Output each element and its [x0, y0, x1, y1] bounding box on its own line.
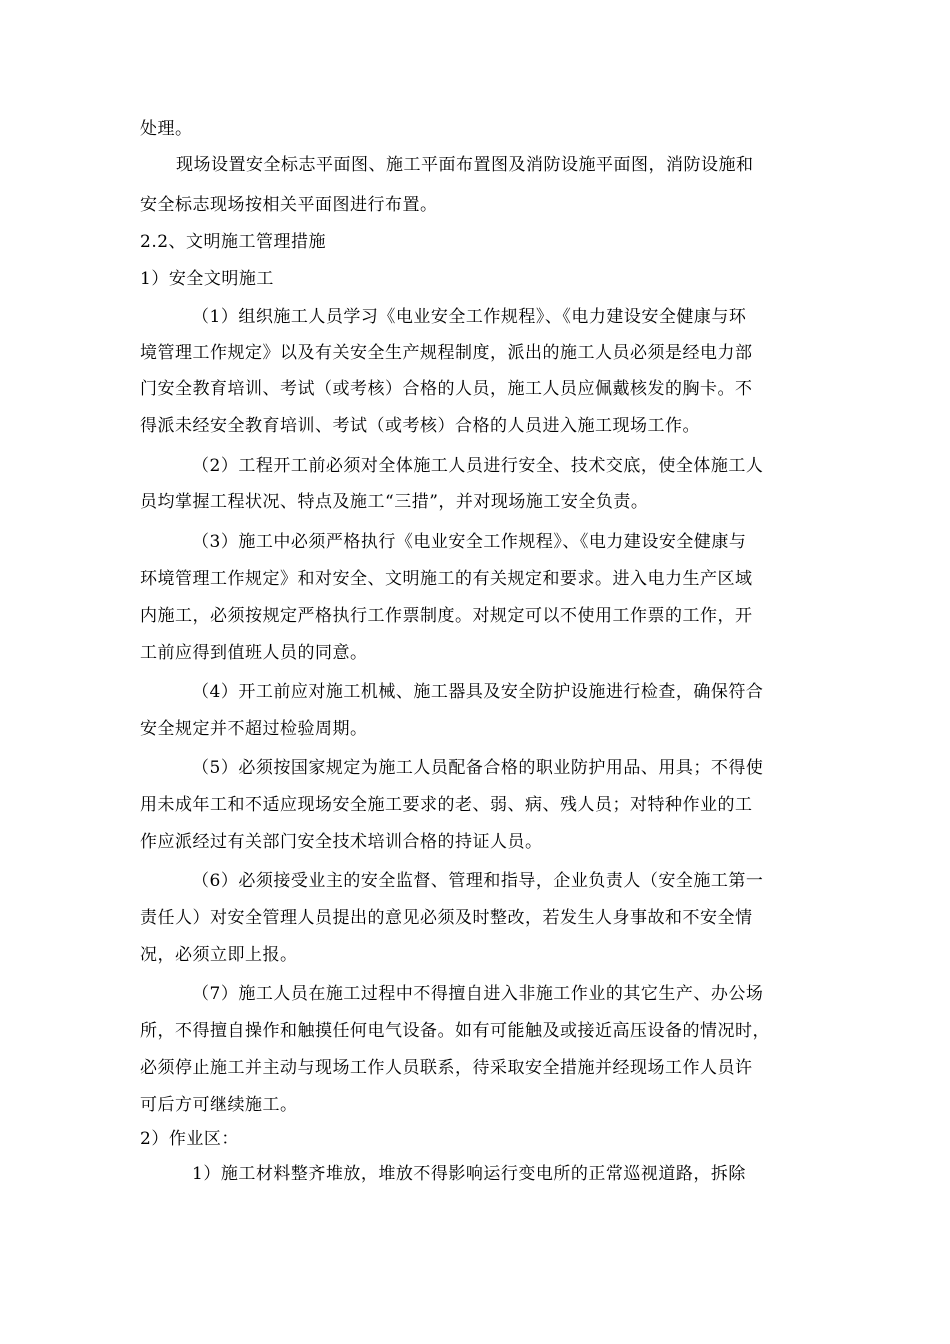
text-line: （3）施工中必须严格执行《电业安全工作规程》、《电力建设安全健康与 [192, 532, 747, 552]
text-line: 用未成年工和不适应现场安全施工要求的老、弱、病、残人员；对特种作业的工 [140, 795, 753, 815]
text-line: （6）必须接受业主的安全监督、管理和指导，企业负责人（安全施工第一 [192, 871, 764, 891]
text-line: （1）组织施工人员学习《电业安全工作规程》、《电力建设安全健康与环 [192, 307, 747, 327]
text-line: 作应派经过有关部门安全技术培训合格的持证人员。 [140, 832, 543, 852]
text-line: 境管理工作规定》以及有关安全生产规程制度，派出的施工人员必须是经电力部 [140, 343, 753, 363]
text-line: 安全规定并不超过检验周期。 [140, 719, 368, 739]
text-line: 门安全教育培训、考试（或考核）合格的人员，施工人员应佩戴核发的胸卡。不 [140, 379, 753, 399]
text-line: 现场设置安全标志平面图、施工平面布置图及消防设施平面图，消防设施和 [176, 155, 754, 175]
text-line: 1）施工材料整齐堆放，堆放不得影响运行变电所的正常巡视道路，拆除 [192, 1164, 746, 1184]
text-line: 安全标志现场按相关平面图进行布置。 [140, 195, 438, 215]
text-line: （7）施工人员在施工过程中不得擅自进入非施工作业的其它生产、办公场 [192, 984, 764, 1004]
text-line: 得派未经安全教育培训、考试（或考核）合格的人员进入施工现场工作。 [140, 416, 700, 436]
text-line: 必须停止施工并主动与现场工作人员联系，待采取安全措施并经现场工作人员许 [140, 1058, 753, 1078]
text-line: 环境管理工作规定》和对安全、文明施工的有关规定和要求。进入电力生产区域 [140, 569, 753, 589]
text-line: 处理。 [140, 119, 193, 139]
text-line: 况，必须立即上报。 [140, 945, 298, 965]
text-line: 员均掌握工程状况、特点及施工“三措”，并对现场施工安全负责。 [140, 492, 649, 512]
text-line: 责任人）对安全管理人员提出的意见必须及时整改，若发生人身事故和不安全情 [140, 908, 753, 928]
text-line: 工前应得到值班人员的同意。 [140, 643, 368, 663]
text-line: （2）工程开工前必须对全体施工人员进行安全、技术交底，使全体施工人 [192, 456, 764, 476]
text-line: （4）开工前应对施工机械、施工器具及安全防护设施进行检查，确保符合 [192, 682, 764, 702]
text-line: 可后方可继续施工。 [140, 1095, 298, 1115]
text-line: （5）必须按国家规定为施工人员配备合格的职业防护用品、用具；不得使 [192, 758, 764, 778]
section-heading: 2.2、文明施工管理措施 [140, 232, 327, 252]
text-line: 所，不得擅自操作和触摸任何电气设备。如有可能触及或接近高压设备的情况时， [140, 1021, 770, 1041]
subsection-heading: 2）作业区： [140, 1129, 239, 1149]
text-line: 内施工，必须按规定严格执行工作票制度。对规定可以不使用工作票的工作，开 [140, 606, 753, 626]
subsection-heading: 1）安全文明施工 [140, 269, 274, 289]
